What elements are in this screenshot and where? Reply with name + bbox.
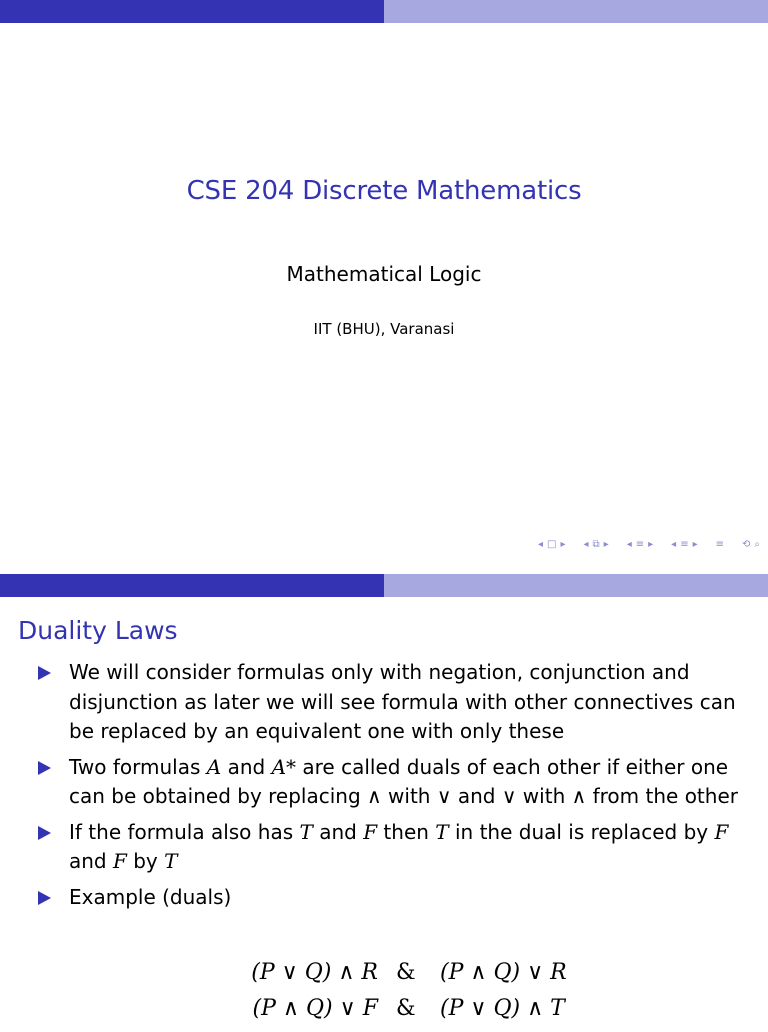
header-bar-right	[384, 0, 768, 23]
math-operator: ∨	[436, 784, 452, 808]
math-var: A*	[271, 754, 297, 779]
duality-slide	[0, 574, 768, 1024]
section-icon[interactable]: ≡	[635, 539, 645, 550]
item-text: are called duals of each other if either one can be obtained by replacing	[69, 754, 729, 808]
nav-left-arrow-icon[interactable]: ◂	[537, 539, 544, 550]
item-text: and	[69, 849, 113, 873]
math-operator: ∨	[501, 784, 517, 808]
equation-separator: &	[396, 996, 416, 1021]
equation-display	[0, 960, 768, 1032]
bullet-triangle-icon	[38, 826, 51, 840]
presentation-title: CSE 204 Discrete Mathematics	[186, 176, 582, 206]
item-text: and	[451, 784, 502, 808]
item-text: and	[312, 819, 364, 844]
subsection-icon[interactable]: ⧉	[592, 539, 600, 550]
equation-rhs: (P ∧ Q) ∨ R	[440, 960, 567, 985]
header-bar-left	[0, 0, 384, 23]
equation-separator: &	[396, 960, 416, 985]
list-item	[38, 883, 748, 913]
item-text: and	[221, 754, 272, 779]
math-var: F	[714, 819, 729, 844]
item-text: then	[377, 819, 436, 844]
nav-left-arrow-icon[interactable]: ◂	[671, 539, 677, 550]
frame-icon[interactable]: □	[547, 539, 557, 550]
bullet-triangle-icon	[38, 761, 51, 775]
search-icon[interactable]: ⟲	[742, 539, 751, 550]
nav-right-arrow-icon[interactable]: ▸	[648, 539, 654, 550]
item-text: in the dual is replaced by	[448, 819, 715, 844]
bullet-triangle-icon	[38, 891, 51, 905]
item-text: by	[126, 849, 165, 873]
presentation-subtitle: Mathematical Logic	[286, 262, 482, 286]
nav-right-arrow-icon[interactable]: ▸	[692, 539, 698, 550]
bullet-list	[38, 658, 748, 918]
beamer-navigation	[538, 537, 760, 553]
equation-lhs: (P ∨ Q) ∧ R	[251, 960, 378, 985]
header-bar-right	[384, 574, 768, 597]
header-bar	[0, 574, 768, 597]
item-text: with	[381, 784, 437, 808]
math-var: T	[164, 849, 178, 873]
equation-rhs: (P ∨ Q) ∧ T	[440, 996, 565, 1021]
item-text: from the other	[586, 784, 738, 808]
item-text: We will consider formulas only with negation, conjunction and disjunction as later we will see formula with other connectives can be replaced by an equivalent one with only these	[69, 660, 736, 743]
zoom-icon[interactable]: ⌕	[754, 539, 760, 550]
equation-lhs: (P ∧ Q) ∨ F	[252, 996, 378, 1021]
math-var: T	[299, 819, 313, 844]
list-item	[38, 658, 748, 747]
header-bar	[0, 0, 768, 23]
math-operator: ∧	[571, 784, 587, 808]
nav-left-arrow-icon[interactable]: ◂	[626, 539, 632, 550]
list-item	[38, 818, 748, 877]
header-bar-left	[0, 574, 384, 597]
institute: IIT (BHU), Varanasi	[313, 320, 455, 338]
equation-row	[0, 960, 768, 996]
item-text: Example (duals)	[69, 884, 232, 909]
item-text: If the formula also has	[69, 819, 300, 844]
list-item	[38, 753, 748, 812]
math-var: F	[363, 819, 378, 844]
math-var: A	[206, 754, 222, 779]
nav-right-arrow-icon[interactable]: ▸	[560, 539, 566, 550]
math-var: F	[112, 849, 127, 873]
section-icon[interactable]: ≡	[715, 539, 724, 550]
nav-left-arrow-icon[interactable]: ◂	[583, 539, 589, 550]
item-text: with	[516, 784, 572, 808]
bullet-triangle-icon	[38, 666, 51, 680]
math-operator: ∧	[367, 784, 382, 808]
equation-row	[0, 996, 768, 1032]
item-text: Two formulas	[69, 754, 207, 779]
nav-right-arrow-icon[interactable]: ▸	[603, 539, 609, 550]
frame-title: Duality Laws	[18, 616, 178, 645]
section-icon[interactable]: ≡	[680, 539, 689, 550]
math-var: T	[435, 819, 449, 844]
